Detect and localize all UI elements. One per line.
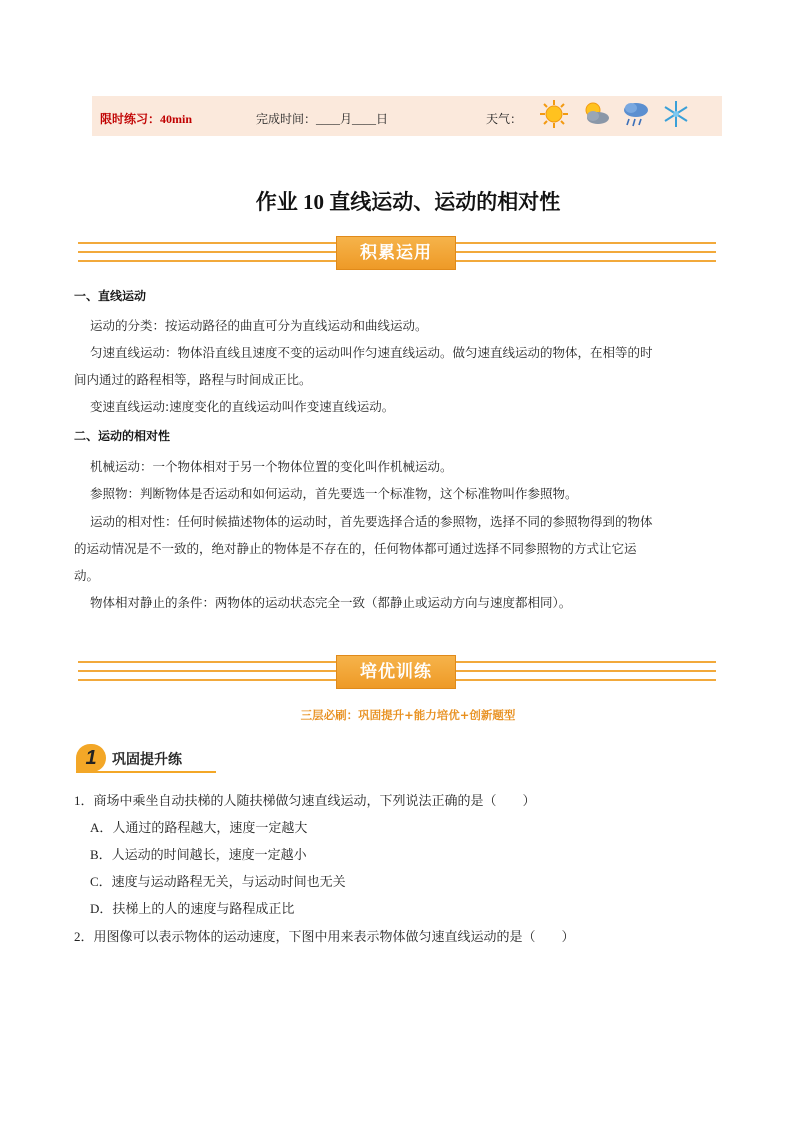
- paragraph-line: 的运动情况是不一致的，绝对静止的物体是不存在的，任何物体都可通过选择不同参照物的方式让它运: [74, 541, 637, 556]
- badge-number: 1: [76, 744, 106, 772]
- header-bar: [92, 96, 722, 136]
- question-1-option-d: D．扶梯上的人的速度与路程成正比: [90, 901, 295, 916]
- paragraph-line: 变速直线运动:速度变化的直线运动叫作变速直线运动。: [90, 399, 395, 414]
- section-subtitle: 三层必刷：巩固提升+能力培优+创新题型: [300, 708, 516, 722]
- paragraph-line: 运动的分类：按运动路径的曲直可分为直线运动和曲线运动。: [90, 318, 428, 333]
- paragraph-line: 机械运动：一个物体相对于另一个物体位置的变化叫作机械运动。: [90, 459, 453, 474]
- section-banner-accumulate: [78, 236, 716, 270]
- rain-icon: [620, 98, 652, 130]
- banner-label: 积累运用: [336, 236, 456, 270]
- question-2-stem: 2．用图像可以表示物体的运动速度，下图中用来表示物体做匀速直线运动的是（ ）: [74, 929, 575, 944]
- paragraph-line: 物体相对静止的条件：两物体的运动状态完全一致（都静止或运动方向与速度都相同）。: [90, 595, 572, 610]
- heading-relativity: 二、运动的相对性: [74, 429, 171, 443]
- weather-label: 天气：: [486, 112, 523, 126]
- badge-label: 巩固提升练: [112, 752, 182, 768]
- paragraph-line: 间内通过的路程相等，路程与时间成正比。: [74, 372, 312, 387]
- snow-icon: [660, 98, 692, 130]
- question-1-option-c: C．速度与运动路程无关，与运动时间也无关: [90, 874, 346, 889]
- cloudy-sun-icon: [580, 98, 612, 130]
- banner-label: 培优训练: [336, 655, 456, 689]
- paragraph-line: 参照物：判断物体是否运动和如何运动，首先要选一个标准物，这个标准物叫作参照物。: [90, 486, 578, 501]
- time-limit: 限时练习：40min: [100, 112, 193, 126]
- page-title: 作业 10 直线运动、运动的相对性: [255, 190, 561, 214]
- question-1-stem: 1．商场中乘坐自动扶梯的人随扶梯做匀速直线运动，下列说法正确的是（ ）: [74, 793, 536, 808]
- paragraph-line: 运动的相对性：任何时候描述物体的运动时，首先要选择合适的参照物，选择不同的参照物得到的物体: [90, 514, 653, 529]
- level-badge: [72, 742, 212, 774]
- sun-icon: [538, 98, 570, 130]
- section-banner-training: [78, 655, 716, 689]
- question-1-option-a: A．人通过的路程越大，速度一定越大: [90, 820, 308, 835]
- paragraph-line: 匀速直线运动：物体沿直线且速度不变的运动叫作匀速直线运动。做匀速直线运动的物体，在相等的时: [90, 345, 653, 360]
- paragraph-line: 动。: [74, 568, 100, 583]
- question-1-option-b: B．人运动的时间越长，速度一定越小: [90, 847, 307, 862]
- heading-linear-motion: 一、直线运动: [74, 289, 147, 303]
- finish-time: 完成时间：____月____日: [256, 112, 389, 126]
